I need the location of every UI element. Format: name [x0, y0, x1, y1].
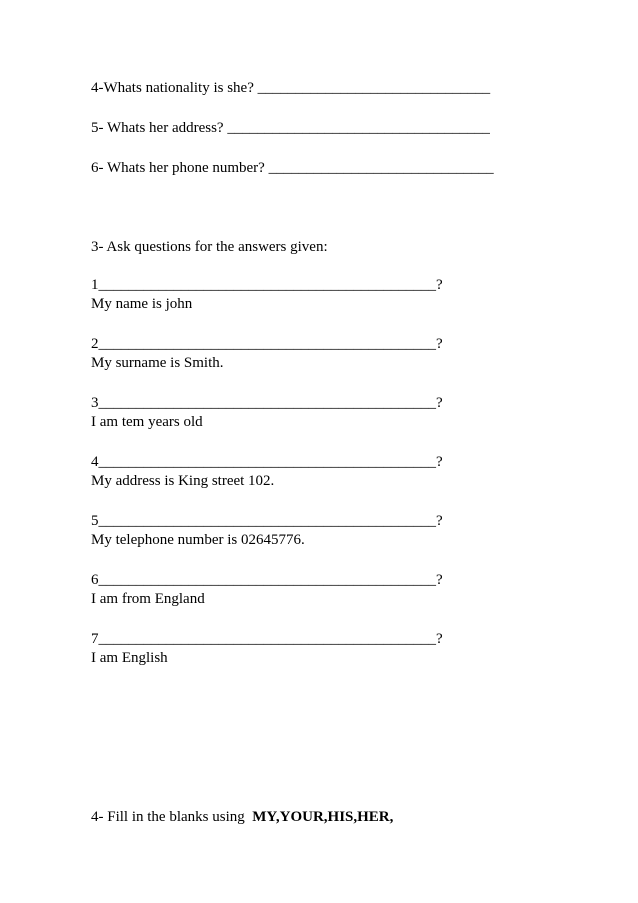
question-5-address: 5- Whats her address? ___________________________________	[91, 120, 490, 136]
section-4-heading-text: 4- Fill in the blanks using	[91, 809, 245, 825]
blank-4: 4_____________________________________________?	[91, 454, 443, 470]
section-4-heading	[91, 808, 393, 826]
section-3-heading: 3- Ask questions for the answers given:	[91, 239, 328, 255]
question-6-phone: 6- Whats her phone number? ______________________________	[91, 160, 494, 176]
blank-7: 7_____________________________________________?	[91, 631, 443, 647]
answer-2: My surname is Smith.	[91, 355, 224, 371]
blank-5: 5_____________________________________________?	[91, 513, 443, 529]
blank-1: 1_____________________________________________?	[91, 277, 443, 293]
answer-3: I am tem years old	[91, 414, 203, 430]
question-4-nationality: 4-Whats nationality is she? _______________________________	[91, 80, 491, 96]
answer-7: I am English	[91, 650, 168, 666]
answer-4: My address is King street 102.	[91, 473, 275, 489]
blank-2: 2_____________________________________________?	[91, 336, 443, 352]
answer-6: I am from England	[91, 591, 205, 607]
blank-3: 3_____________________________________________?	[91, 395, 443, 411]
blank-6: 6_____________________________________________?	[91, 572, 443, 588]
answer-1: My name is john	[91, 296, 193, 312]
section-4-words: MY,YOUR,HIS,HER,	[252, 809, 394, 825]
answer-5: My telephone number is 02645776.	[91, 532, 305, 548]
